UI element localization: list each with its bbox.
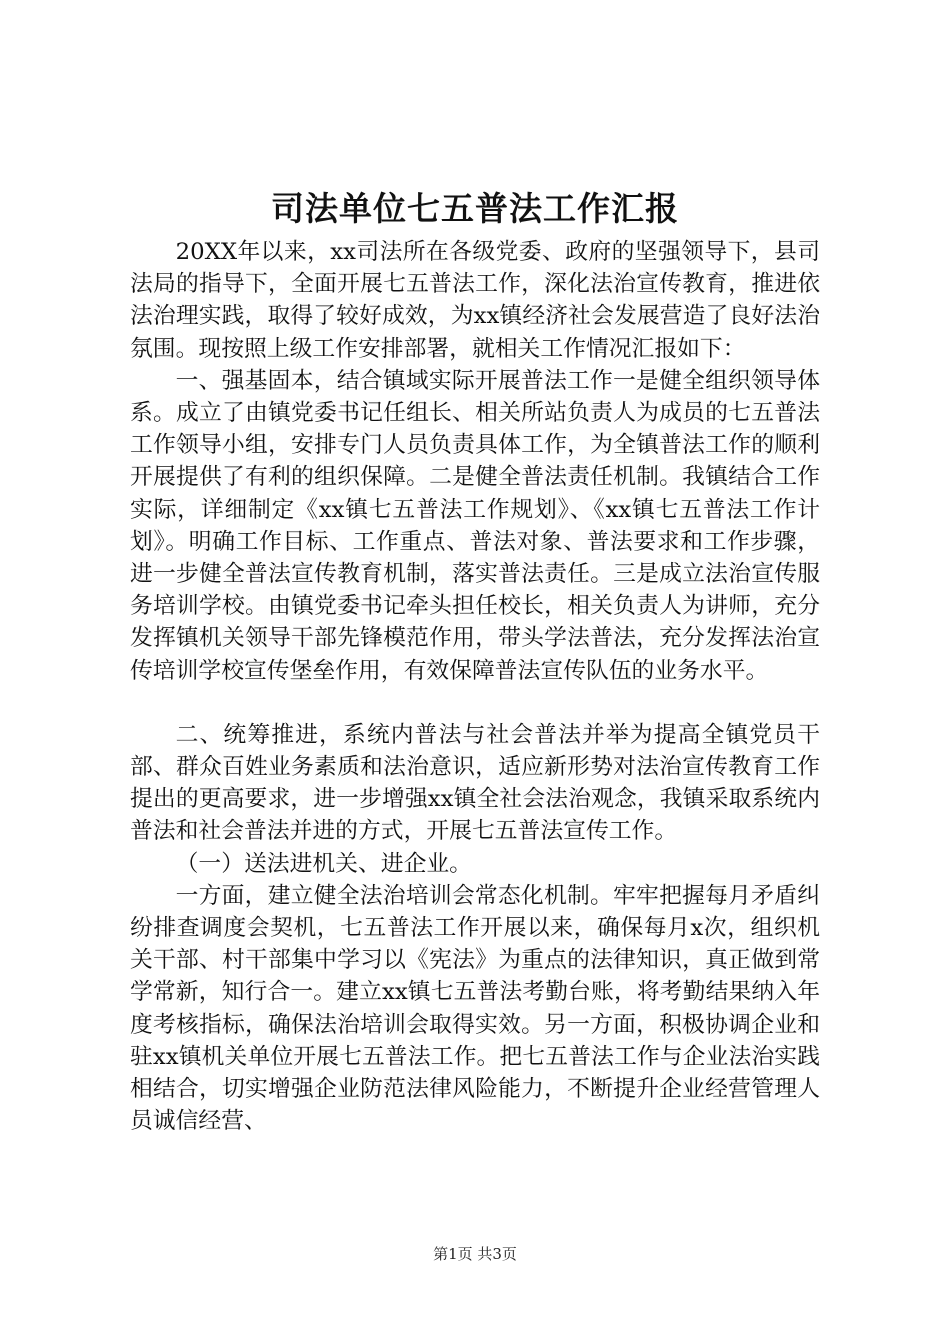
paragraph-section-one: 一、强基固本，结合镇域实际开展普法工作一是健全组织领导体系。成立了由镇党委书记任组长、相关所站负责人为成员的七五普法工作领导小组，安排专门人员负责具体工作，为全镇普法工作的顺利开展提供了有利的组织保障。二是健全普法责任机制。我镇结合工作实际，详细制定《xx镇七五普法工作规划》、《xx镇七五普法工作计划》。明确工作目标、工作重点、普法对象、普法要求和工作步骤，进一步健全普法宣传教育机制，落实普法责任。三是成立法治宣传服务培训学校。由镇党委书记牵头担任校长，相关负责人为讲师，充分发挥镇机关领导干部先锋模范作用，带头学法普法，充分发挥法治宣传培训学校宣传堡垒作用，有效保障普法宣传队伍的业务水平。 (130, 367, 820, 684)
document-title: 司法单位七五普法工作汇报 (271, 189, 679, 228)
document-body (130, 236, 820, 1137)
paragraph-section-two: 二、统筹推进，系统内普法与社会普法并举为提高全镇党员干部、群众百姓业务素质和法治意识，适应新形势对法治宣传教育工作提出的更高要求，进一步增强xx镇全社会法治观念，我镇采取系统内普法和社会普法并进的方式，开展七五普法宣传工作。 (130, 721, 820, 845)
page-footer: 第1页 共3页 (433, 1245, 517, 1263)
paragraph-subsection-one-body: 一方面，建立健全法治培训会常态化机制。牢牢把握每月矛盾纠纷排查调度会契机，七五普法工作开展以来，确保每月x次，组织机关干部、村干部集中学习以《宪法》为重点的法律知识，真正做到常学常新，知行合一。建立xx镇七五普法考勤台账，将考勤结果纳入年度考核指标，确保法治培训会取得实效。另一方面，积极协调企业和驻xx镇机关单位开展七五普法工作。把七五普法工作与企业法治实践相结合，切实增强企业防范法律风险能力，不断提升企业经营管理人员诚信经营、 (130, 882, 820, 1135)
paragraph-subsection-one: （一）送法进机关、进企业。 (175, 850, 472, 877)
paragraph-intro: 20XX年以来，xx司法所在各级党委、政府的坚强领导下，县司法局的指导下，全面开展七五普法工作，深化法治宣传教育，推进依法治理实践，取得了较好成效，为xx镇经济社会发展营造了良好法治氛围。现按照上级工作安排部署，就相关工作情况汇报如下： (130, 239, 820, 362)
